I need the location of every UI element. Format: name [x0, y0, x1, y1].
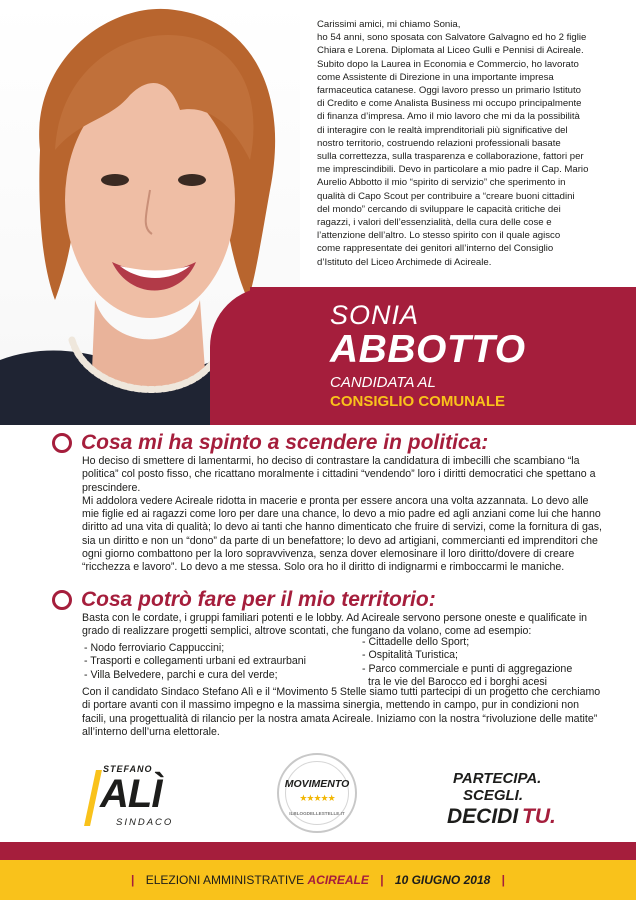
- intro-text: [317, 18, 627, 269]
- movimento-5-stelle-logo: [277, 753, 357, 833]
- footer-separator: |: [131, 873, 135, 887]
- intro-line: qualità di Capo Scout per contribuire a “creare buoni cittadini: [317, 190, 575, 202]
- projects-list-right: [362, 636, 572, 689]
- list-item: - Trasporti e collegamenti urbani ed extraurbani: [84, 655, 306, 668]
- intro-line: Chiara e Lorena. Diplomata al Liceo Gulli e Pennisi di Acireale.: [317, 45, 584, 57]
- footer-stripe: [0, 842, 636, 860]
- intro-line: Aurelio Abbotto il mio “spirito di servizio” che sperimento in: [317, 177, 566, 189]
- candidate-last-name: ABBOTTO: [330, 328, 526, 371]
- intro-line: nostro territorio, costruendo relazioni professionali basate: [317, 137, 561, 149]
- list-item: - Parco commerciale e punti di aggregazione: [362, 662, 573, 675]
- section2-title: Cosa potrò fare per il mio territorio:: [81, 588, 436, 611]
- section1-heading: [52, 431, 488, 455]
- section1-body: [82, 455, 602, 575]
- candidate-role-line2: CONSIGLIO COMUNALE: [330, 393, 505, 410]
- ali-last-name: ALÌ: [100, 772, 162, 816]
- ali-role: SINDACO: [116, 817, 174, 828]
- list-item: tra le vie del Barocco ed i borghi acesi: [368, 675, 548, 688]
- slogan-tu: TU.: [522, 805, 556, 828]
- section2-heading: [52, 588, 436, 612]
- footer-separator: |: [501, 873, 505, 887]
- intro-line: l’attenzione dell’altro. Lo stesso spirito con il quale agisco: [317, 230, 561, 242]
- list-item: - Ospitalità Turistica;: [362, 649, 458, 662]
- stars-icon: ★★★★★: [299, 793, 335, 803]
- intro-line: ragazzi, i valori dell’essenzialità, della cura delle cose e: [317, 217, 552, 229]
- ali-sindaco-logo: [90, 764, 180, 828]
- circle-bullet-icon: [52, 590, 72, 610]
- intro-line: me imprescindibili. Devo in particolare a mio padre il Cap. Mario: [317, 164, 589, 176]
- slogan-scegli: SCEGLI.: [463, 787, 524, 804]
- intro-line: come rappresentate dei genitori all’interno del Consiglio: [317, 243, 554, 255]
- list-item: - Villa Belvedere, parchi e cura del verde;: [84, 668, 278, 681]
- candidate-role-line1: CANDIDATA AL: [330, 374, 436, 391]
- intro-line: del mondo” cercando di sviluppare le capacità critiche dei: [317, 203, 561, 215]
- intro-line: sulla correttezza, sulla trasparenza e collaborazione, fattori per: [317, 151, 584, 163]
- intro-line: d’Istituto del Liceo Archimede di Acireale.: [317, 256, 492, 268]
- footer-separator: |: [380, 873, 384, 887]
- projects-list-left: [84, 642, 306, 682]
- intro-line: di finanza d’impresa. Amo il mio lavoro che mi da la possibilità: [317, 111, 580, 123]
- footer-election-line: [0, 873, 636, 887]
- section1-title: Cosa mi ha spinto a scendere in politica:: [81, 431, 489, 454]
- list-item: - Nodo ferroviario Cappuccini;: [84, 642, 225, 654]
- intro-line: ho 54 anni, sono sposata con Salvatore Galvagno ed ho 2 figlie: [317, 32, 587, 44]
- circle-bullet-icon: [52, 433, 72, 453]
- footer-label: ELEZIONI AMMINISTRATIVE: [145, 873, 305, 887]
- candidate-first-name: SONIA: [330, 300, 420, 330]
- m5s-url: ILBLOGDELLESTELLE.IT: [289, 811, 345, 816]
- slogan-partecipa: PARTECIPA.: [453, 770, 542, 787]
- intro-line: farmaceutica catanese. Oggi lavoro presso un primario Istituto: [317, 85, 581, 97]
- ali-first-name: STEFANO: [103, 764, 153, 774]
- intro-line: di Credito e come Analista Business mi occupo principalmente: [317, 98, 582, 110]
- section2-intro: Basta con le cordate, i gruppi familiari potenti e le lobby. Ad Acireale servono persone oneste e qualificate in grado di realizzare progetti semplici, altrove scontati, che fungano da volano, come ad esempio:: [82, 612, 588, 638]
- list-item: - Cittadelle dello Sport;: [362, 636, 470, 648]
- section2-closing: Con il candidato Sindaco Stefano Alì e il “Movimento 5 Stelle siamo tutti partecipi di un progetto che cerchiamo di portare avanti con il massimo impegno e la massima sinergia, mettendo in campo, pur in condizioni non facili, una progettualità di rilancio per la nostra amata Acireale. Iniziamo con la nostra “rivoluzione delle matite” all’interno dell’urna elettorale.: [82, 686, 601, 738]
- section1-paragraph: Ho deciso di smettere di lamentarmi, ho deciso di contrastare la candidatura di imbecilli che scambiano “la politica” col posto fisso, che ricattano moralmente i cittadini “vendendo” loro i diritti democratici che spettano a prescindere.: [82, 455, 596, 494]
- section1-paragraph: Mi addolora vedere Acireale ridotta in macerie e pronta per essere ancora una volta azzannata. Lo devo alle mie figlie ed ai ragazzi come loro per dare una chance, lo devo a mio padre ed agli anziani come lui che hanno diritto ad una vita di qualità; lo devo ai tanti che hanno dimenticato che fruire di servizi, come la fornitura di gas, sia un diritto e non un “dono” da parte di un benefattore; lo devo ad artigiani, commercianti ed imprenditori che ogni giorno combattono per la loro sopravvivenza, senza dover elemosinare il loro diritto/dovere di creare “ricchezza e lavoro”. Lo devo a me stessa. Solo ora ho il diritto di indignarmi e rimboccarmi le maniche.: [82, 494, 602, 574]
- intro-line: Subito dopo la Laurea in Economia e Commercio, ho lavorato: [317, 58, 579, 70]
- intro-line: come Assistente di Direzione in una importante impresa: [317, 71, 554, 83]
- slogan-decidi: DECIDI: [447, 805, 519, 828]
- m5s-wordmark: MOVIMENTO: [284, 778, 350, 790]
- footer-city: ACIREALE: [307, 873, 369, 887]
- footer-date: 10 GIUGNO 2018: [394, 873, 491, 887]
- intro-line: di interagire con le realtà imprenditoriali più significative del: [317, 124, 568, 136]
- intro-line: Carissimi amici, mi chiamo Sonia,: [317, 19, 461, 30]
